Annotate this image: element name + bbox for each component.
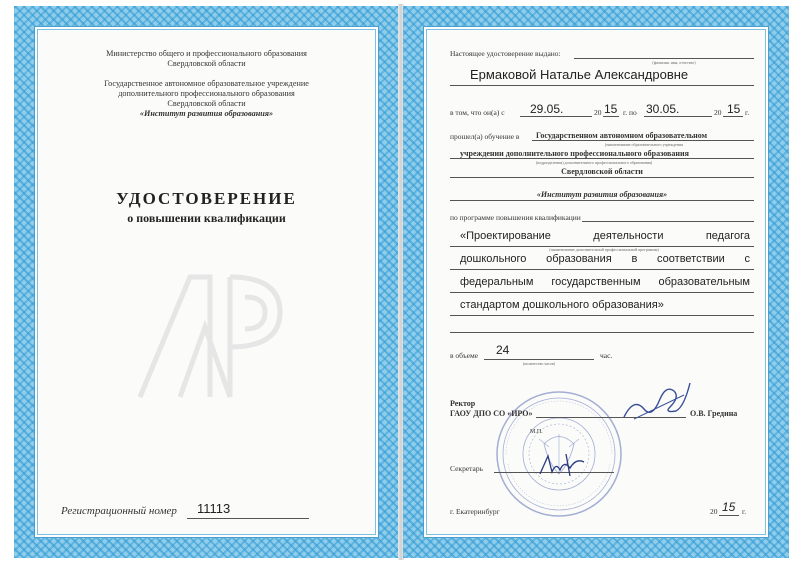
period-start-date: 29.05. (530, 102, 564, 116)
institution-line-2: учреждении дополнительного профессионального образования (460, 149, 689, 158)
recipient-name: Ермаковой Наталье Александровне (470, 67, 689, 82)
document-subtitle: о повышении квалификации (127, 211, 286, 225)
volume-underline (484, 359, 594, 360)
institution-caption-1: (наименование образовательного учреждения (605, 142, 683, 147)
secretary-signature-icon (536, 450, 596, 480)
program-line-3: федеральным государственным образовательным (460, 276, 750, 288)
rector-label: Ректор (450, 399, 476, 408)
period-mid: г. по (623, 108, 637, 117)
ministry-line-2: Свердловской области (167, 59, 246, 68)
program-caption: (наименование дополнительной профессиональной программы) (549, 247, 659, 252)
program-label: по программе повышения квалификации (450, 213, 581, 222)
issued-to-label: Настоящее удостоверение выдано: (450, 49, 561, 58)
volume-caption: (количество часов) (522, 361, 556, 366)
program-line-1: «Проектирование деятельности педагога (460, 230, 750, 242)
institution-underline-3 (450, 177, 754, 178)
period-end-date: 30.05. (646, 102, 680, 116)
secretary-label: Секретарь (450, 464, 484, 473)
program-underline-5 (450, 332, 754, 333)
seal-place-label: М.П. (530, 429, 543, 435)
volume-prefix: в объеме (450, 351, 479, 360)
document-title: УДОСТОВЕРЕНИЕ (116, 189, 297, 208)
period-end-underline (644, 116, 712, 117)
certificate-left-page (14, 6, 399, 558)
period-end-year-underline (723, 116, 743, 117)
period-prefix: в том, что он(а) с (450, 108, 505, 117)
period-start-year: 15 (604, 102, 618, 116)
institution-underline-2 (450, 158, 754, 159)
organization-label: ГАОУ ДПО СО «ИРО» (450, 409, 533, 418)
registration-label: Регистрационный номер (61, 505, 177, 517)
year-prefix: 20 (710, 507, 718, 516)
institution-line-1: Государственное автономное образовательное учреждение (104, 79, 309, 88)
year-underline (719, 515, 739, 516)
institution-line-4: «Институт развития образования» (536, 190, 668, 199)
institution-line-3: Свердловской области (561, 167, 643, 176)
ministry-line-1: Министерство общего и профессионального образования (106, 49, 307, 58)
issued-to-caption: (фамилия, имя, отчество) (652, 60, 696, 65)
institution-line-1: Государственном автономном образовательном (536, 131, 708, 140)
institution-underline-4 (450, 200, 754, 201)
volume-value: 24 (496, 343, 510, 357)
right-page-inner (423, 26, 769, 538)
registration-number: 11113 (197, 501, 231, 516)
city-label: г. Екатеринбург (450, 507, 500, 516)
program-underline-4 (450, 315, 754, 316)
period-start-year-underline (603, 116, 619, 117)
registration-underline (187, 518, 309, 519)
training-label: прошел(а) обучение в (450, 132, 520, 141)
period-year-prefix-1: 20 (594, 108, 602, 117)
certificate-right-page (403, 6, 789, 558)
institution-caption-2: (подразделения) дополнительного профессионального образования) (535, 160, 653, 165)
year-suffix: г. (742, 507, 747, 516)
year-value: 15 (722, 500, 736, 514)
program-underline-3 (450, 292, 754, 293)
recipient-underline (450, 85, 754, 86)
program-underline-2 (450, 269, 754, 270)
watermark-emblem-icon (120, 257, 290, 407)
institution-name: «Институт развития образования» (139, 109, 274, 118)
rector-name: О.В. Гредина (690, 409, 738, 418)
period-start-underline (520, 116, 592, 117)
left-page-inner (34, 26, 379, 538)
period-suffix: г. (745, 108, 750, 117)
program-line-4: стандартом дошкольного образования» (460, 299, 664, 311)
issued-to-underline (574, 58, 754, 59)
rector-signature-icon (614, 377, 694, 427)
institution-line-3: Свердловской области (167, 99, 246, 108)
program-label-underline (582, 221, 754, 222)
program-line-2: дошкольного образования в соответствии с (460, 253, 750, 265)
volume-suffix: час. (600, 351, 613, 360)
period-year-prefix-2: 20 (714, 108, 722, 117)
institution-line-2: дополнительного профессионального образования (118, 89, 295, 98)
institution-underline-1 (532, 140, 754, 141)
period-end-year: 15 (727, 102, 741, 116)
